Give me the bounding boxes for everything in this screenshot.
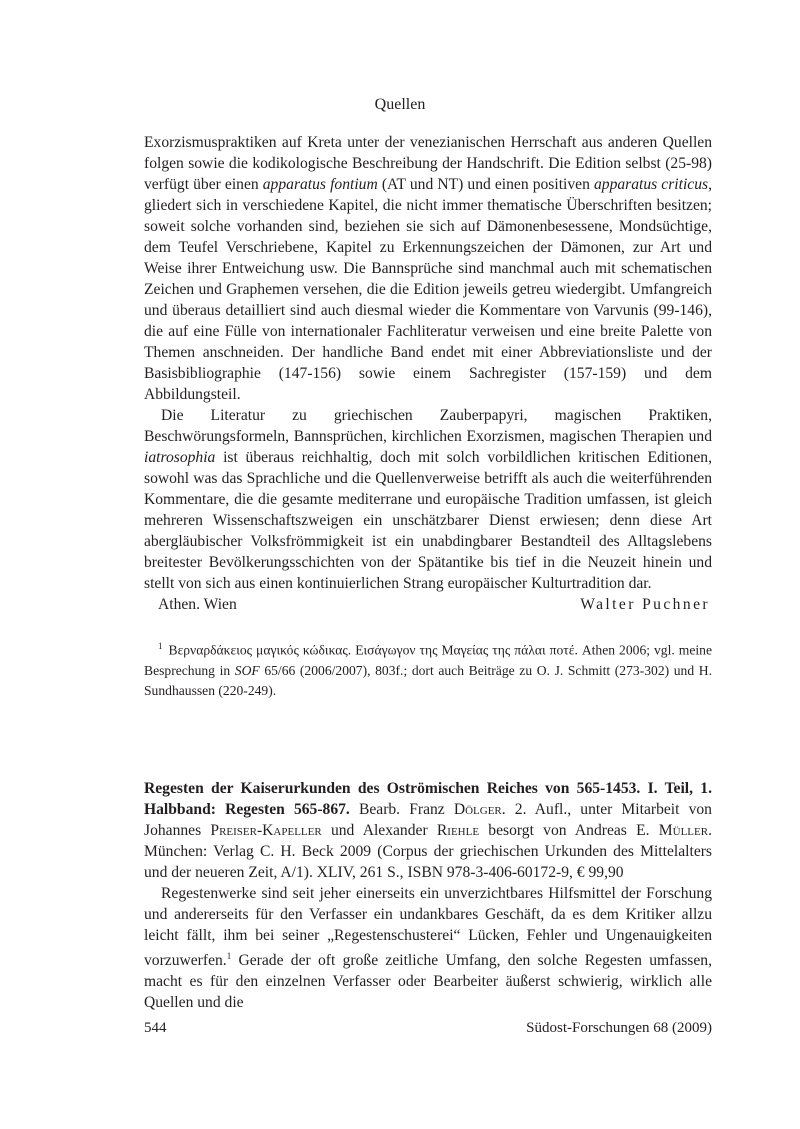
contributor-name: Müller	[658, 822, 709, 839]
text: Die Literatur zu griechischen Zauberpapyri, magischen Praktiken, Beschwörungsformeln, Bannsprüchen, kirchlichen Exorzismen, magischen Therapien und	[144, 407, 712, 445]
italic-term: apparatus criticus	[593, 176, 709, 193]
footnote-reference[interactable]: 1	[226, 951, 232, 961]
review-title: Regesten der Kaiserurkunden des Oströmischen Reiches von 565-1453. I. Teil, 1. Halbband: Regesten 565-867.	[144, 780, 712, 818]
italic-term: iatrosophia	[144, 449, 216, 466]
review-heading	[144, 778, 712, 883]
text: (AT und NT) und einen positiven	[377, 176, 594, 193]
text: Exorzismuspraktiken auf Kreta unter der venezianischen Herrschaft aus anderen Quellen folgen sowie die kodikologische Beschreibung der Handschrift. Die Edition selbst (25-98) verfügt über einen	[144, 134, 712, 193]
paragraph-2	[144, 405, 712, 594]
journal-citation: Südost-Forschungen 68 (2009)	[526, 1020, 712, 1036]
footnote-number: 1	[158, 641, 163, 651]
text: Athen 2006; vgl. meine Besprechung in	[144, 642, 712, 678]
text: besorgt von Andreas E.	[479, 822, 659, 839]
review-body	[144, 883, 712, 1013]
signature-author: Walter Puchner	[580, 596, 710, 613]
contributor-name: Riehle	[436, 822, 480, 839]
signature-place: Athen. Wien	[158, 596, 237, 613]
text: . 2. Aufl., unter Mitarbeit von Johannes	[144, 801, 712, 839]
text: . München: Verlag C. H. Beck 2009 (Corpus der griechischen Urkunden des Mittelalters und der neueren Zeit, A/1). XLIV, 261 S., ISBN 978-3-406-60172-9, € 99,90	[144, 822, 712, 881]
text: und Alexander	[321, 822, 437, 839]
paragraph-1	[144, 132, 712, 405]
contributor-name: Preiser-Kapeller	[210, 822, 322, 839]
text: Gerade der oft große zeitliche Umfang, den solche Regesten umfassen, macht es für den einzelnen Verfasser oder Bearbeiter äußerst schwierig, wirklich alle Quellen und die	[144, 952, 712, 1012]
footnote	[144, 636, 712, 701]
editor-name: Dölger	[453, 801, 502, 818]
italic-term: apparatus fontium	[262, 176, 378, 193]
review-body-continued	[144, 132, 712, 594]
text: Bearb. Franz	[349, 801, 454, 818]
text: , gliedert sich in verschiedene Kapitel, die nicht immer thematische Überschriften besitzen; soweit solche vorhanden sind, beziehen sie sich auf Dämonenbesessene, Mondsüchtige, dem Teufel Verschriebene, Kapitel zu Erkennungszeichen der Dämonen, zur Art und Weise ihrer Entweichung usw. Die Bannsprüche sind manchmal auch mit schematischen Zeichen und Graphemen versehen, die die Edition jeweils getreu wiedergibt. Umfangreich und überaus detailliert sind auch diesmal wieder die Kommentare von Varvunis (99-146), die auf eine Fülle von internationaler Fachliteratur verweisen und eine breite Palette von Themen anschneiden. Der handliche Band endet mit einer Abbreviationsliste und der Basisbibliographie (147-156) sowie einem Sachregister (157-159) und dem Abbildungsteil.	[144, 176, 712, 403]
running-header: Quellen	[374, 96, 426, 113]
italic-abbrev: SOF	[234, 662, 260, 678]
text: ist überaus reichhaltig, doch mit solch vorbildlichen kritischen Editionen, sowohl was das Sprachliche und die Quellenverweise betrifft als auch die weiterführenden Kommentare, die die gesamte mediterrane und europäische Tradition umfassen, ist gleich mehreren Wissenschaftszweigen ein unschätzbarer Dienst erwiesen; denn diese Art abergläubischer Volksfrömmigkeit ist ein unabdingbarer Bestandteil des Alltagslebens breitester Bevölkerungsschichten von der Spätantike bis tief in die Neuzeit hinein und stellt von sich aus einen kontinuierlichen Strang europäischer Kulturtradition dar.	[144, 449, 712, 592]
paragraph-3	[144, 883, 712, 1013]
greek-title: Βερναρδάκειος μαγικός κώδικας. Εισάγωγον της Μαγείας της πάλαι ποτέ.	[168, 642, 578, 658]
text: Regestenwerke sind seit jeher einerseits ein unverzichtbares Hilfsmittel der Forschung und andererseits für den Verfasser ein undankbares Geschäft, da es dem Kritiker allzu leicht fällt, ihm bei seiner „Regestenschusterei“ Lücken, Fehler und Ungenauigkeiten vorzuwerfen.	[144, 885, 712, 970]
text: 65/66 (2006/2007), 803f.; dort auch Beiträge zu O. J. Schmitt (273-302) und H. Sundhaussen (220-249).	[144, 662, 712, 698]
page-number: 544	[144, 1020, 167, 1036]
